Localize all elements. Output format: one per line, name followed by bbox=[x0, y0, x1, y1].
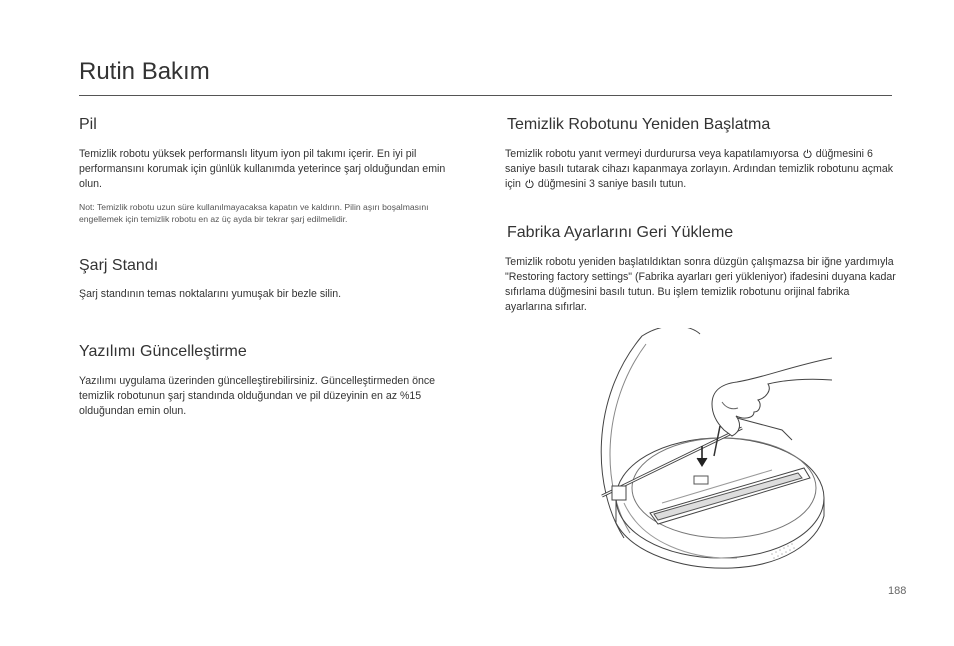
restart-heading: Temizlik Robotunu Yeniden Başlatma bbox=[507, 116, 771, 133]
battery-heading: Pil bbox=[79, 116, 97, 133]
restart-text-part3: düğmesini 3 saniye basılı tutun. bbox=[537, 178, 687, 190]
dock-heading: Şarj Standı bbox=[79, 257, 159, 274]
title-divider bbox=[79, 95, 892, 96]
page-number: 188 bbox=[888, 585, 907, 597]
restart-text-part1: Temizlik robotu yanıt vermeyi durdurursa veya kapatılamıyorsa bbox=[505, 148, 799, 160]
software-text: Yazılımı uygulama üzerinden güncelleştirebilirsiniz. Güncelleştirmeden önce temizlik robotunun şarj standında olduğundan ve pil düzeyinin en az %15 olduğundan emin olun. bbox=[79, 375, 436, 417]
battery-note: Not: Temizlik robotu uzun süre kullanılmayacaksa kapatın ve kaldırın. Pilin aşırı boşalmasını engellemek için temizlik robotu en az üç ayda bir tekrar şarj edilmelidir. bbox=[79, 202, 429, 224]
restart-text-part2: düğmesini 6 saniye basılı tutarak cihazı kapanmaya zorlayın. Ardından temizlik robotunu açmak için bbox=[505, 148, 894, 190]
factory-text: Temizlik robotu yeniden başlatıldıktan sonra düzgün çalışmazsa bir iğne yardımıyla "Restoring factory settings" (Fabrika ayarları geri yükleniyor) ifadesini duyana kadar sıfırlama düğmesini basılı tutun. Bu işlem temizlik robotunu orijinal fabrika ayarlarına sıfırlar. bbox=[505, 256, 896, 313]
page-title: Rutin Bakım bbox=[79, 58, 210, 85]
power-icon bbox=[803, 149, 812, 158]
restart-text bbox=[505, 147, 897, 192]
power-icon bbox=[525, 179, 534, 188]
battery-text: Temizlik robotu yüksek performanslı lityum iyon pil takımı içerir. En iyi pil performansını korumak için günlük kullanımda yeterince şarj olduğundan emin olun. bbox=[79, 148, 446, 190]
software-heading: Yazılımı Güncelleştirme bbox=[79, 343, 247, 360]
dock-text: Şarj standının temas noktalarını yumuşak bir bezle silin. bbox=[79, 288, 342, 300]
robot-reset-pin-illustration bbox=[572, 328, 832, 578]
factory-heading: Fabrika Ayarlarını Geri Yükleme bbox=[507, 224, 734, 241]
